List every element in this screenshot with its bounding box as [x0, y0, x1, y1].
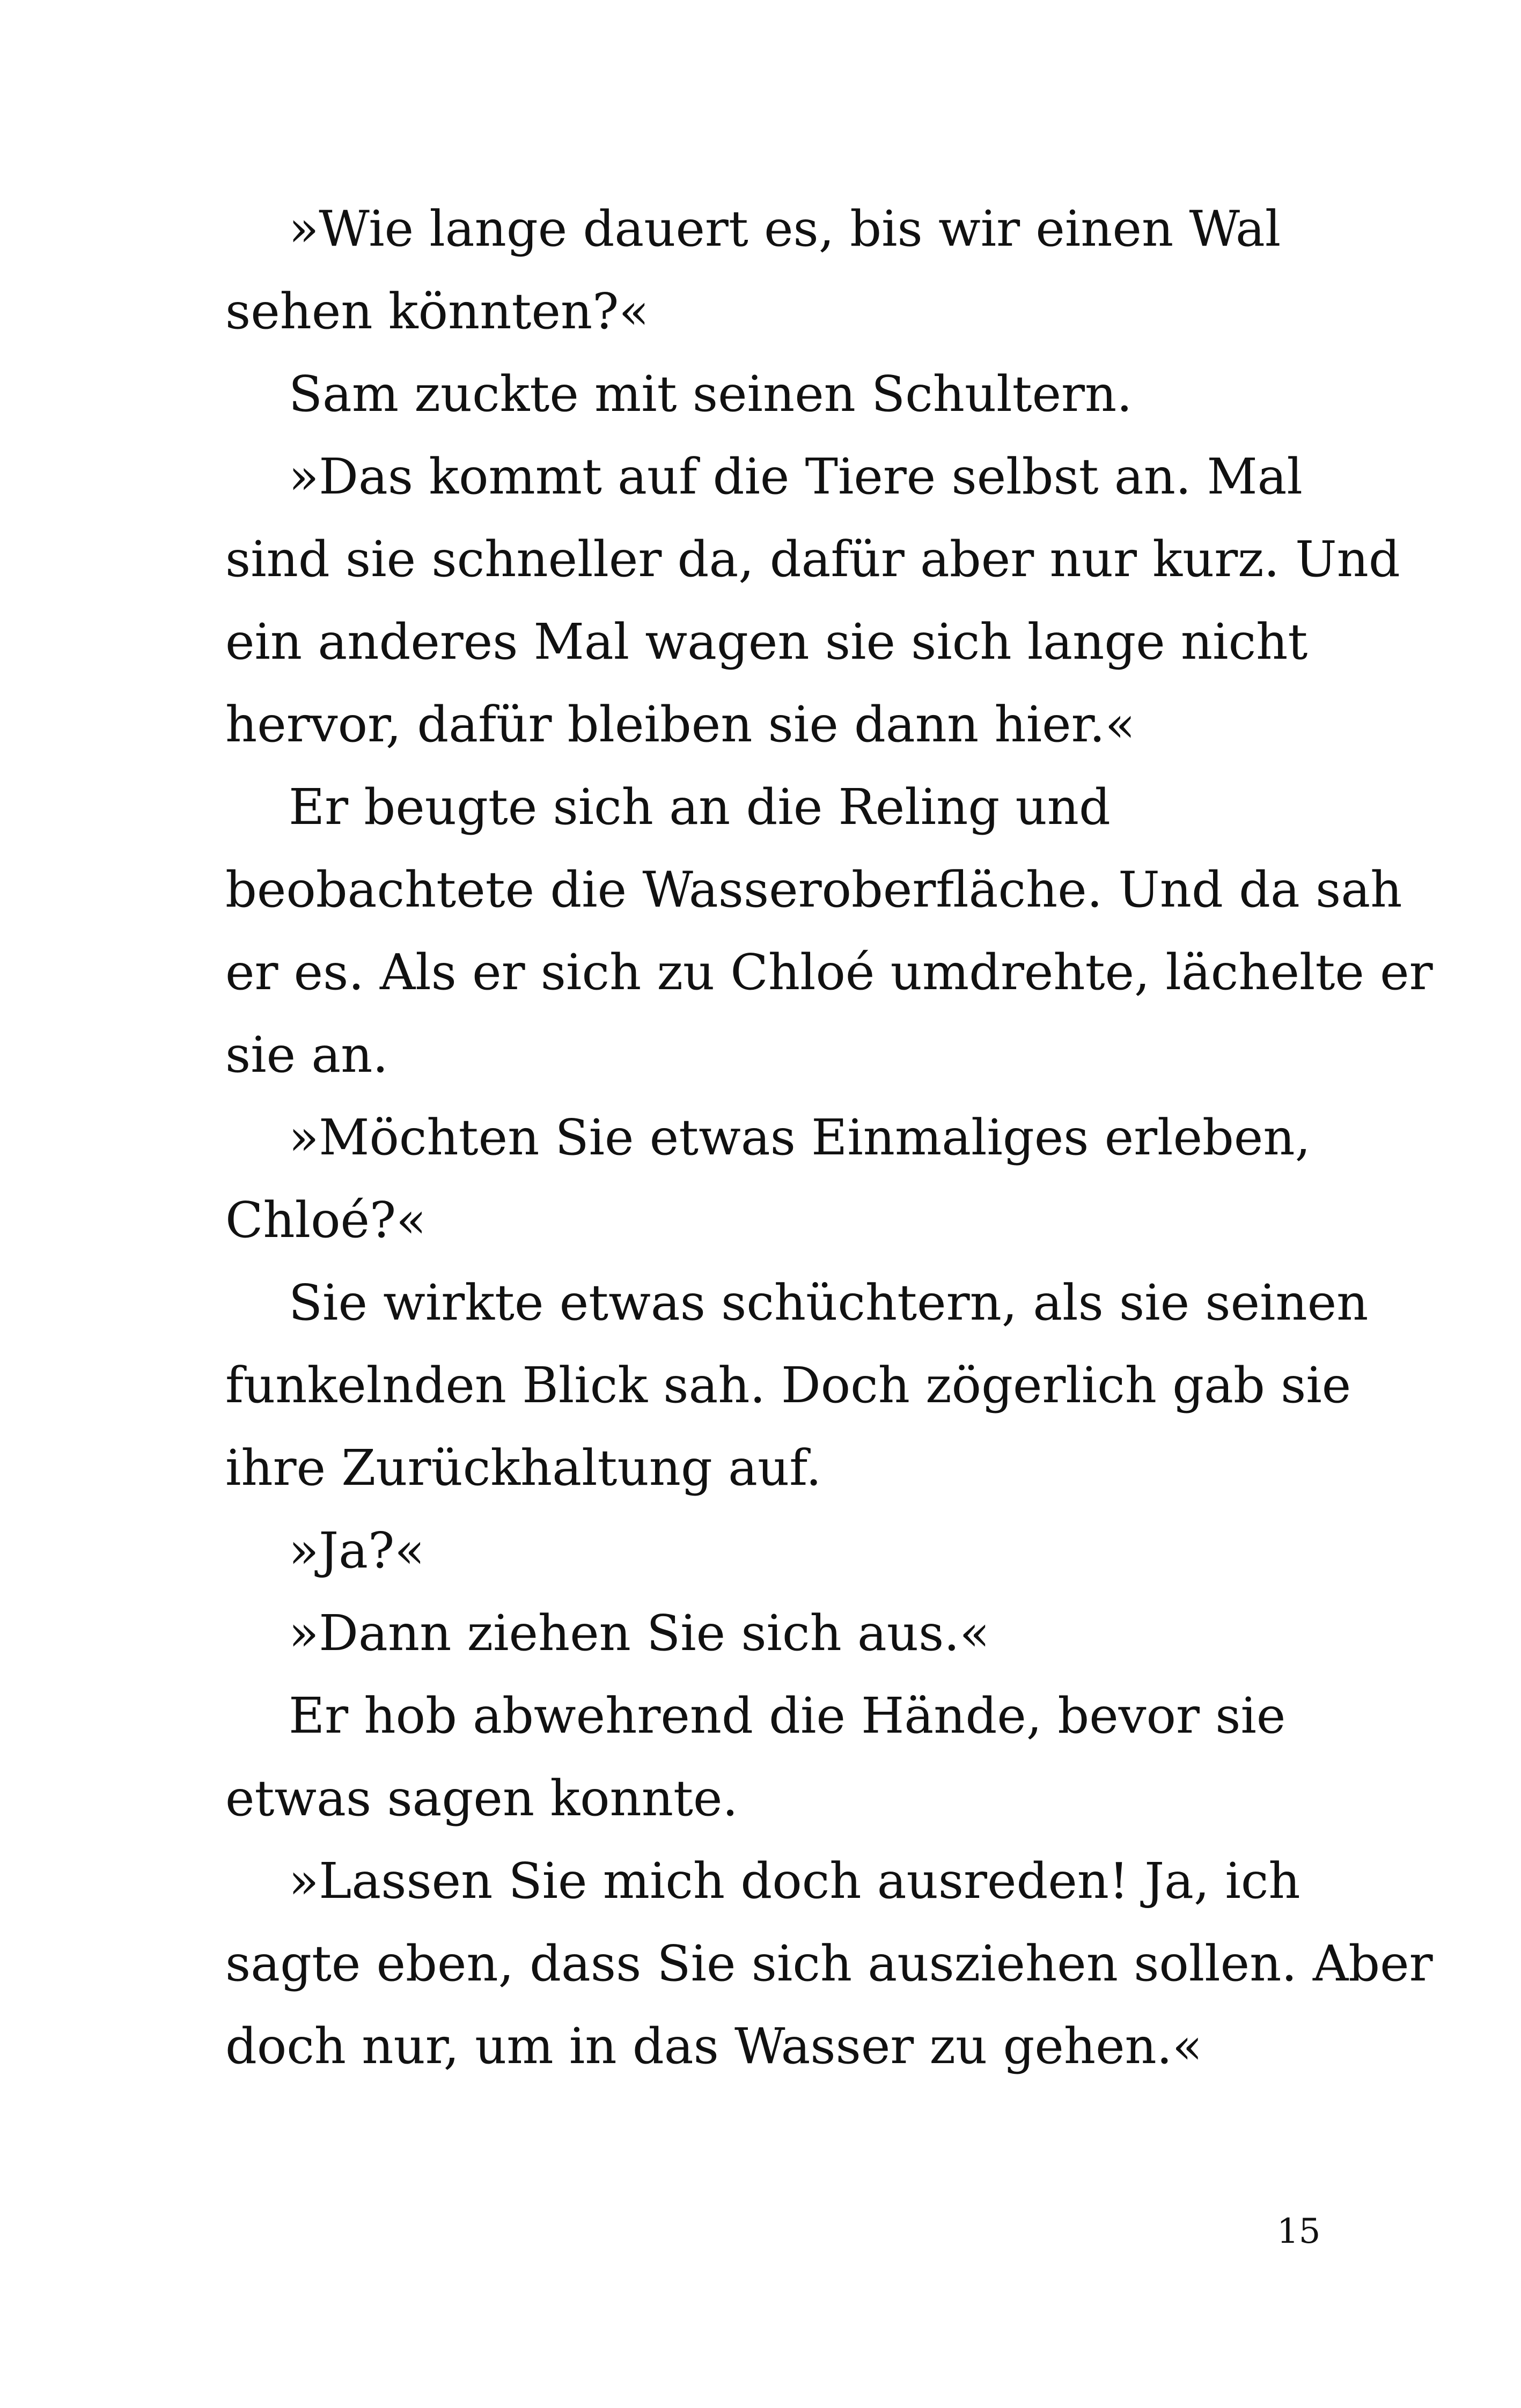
text-line: sagte eben, dass Sie sich ausziehen sollen. Aber — [225, 1935, 1433, 1992]
text-line: »Möchten Sie etwas Einmaliges erleben, — [289, 1109, 1311, 1166]
text-line: »Das kommt auf die Tiere selbst an. Mal — [289, 448, 1303, 505]
body-text — [225, 188, 1433, 2088]
text-line: Er hob abwehrend die Hände, bevor sie — [289, 1687, 1286, 1744]
text-line: »Lassen Sie mich doch ausreden! Ja, ich — [289, 1852, 1300, 1910]
text-line: er es. Als er sich zu Chloé umdrehte, lächelte er — [225, 944, 1433, 1001]
text-line: sie an. — [225, 1026, 388, 1084]
text-line: beobachtete die Wasseroberfläche. Und da sah — [225, 861, 1402, 918]
text-line: doch nur, um in das Wasser zu gehen.« — [225, 2017, 1203, 2075]
text-line: Er beugte sich an die Reling und — [289, 778, 1111, 836]
text-line: Sam zuckte mit seinen Schultern. — [289, 365, 1133, 423]
text-line: ihre Zurückhaltung auf. — [225, 1439, 822, 1497]
page-number: 15 — [1277, 2212, 1321, 2251]
text-line: Sie wirkte etwas schüchtern, als sie seinen — [289, 1274, 1369, 1331]
text-line: hervor, dafür bleiben sie dann hier.« — [225, 696, 1136, 753]
text-line: Chloé?« — [225, 1191, 427, 1249]
text-line: »Dann ziehen Sie sich aus.« — [289, 1604, 990, 1662]
text-line: sind sie schneller da, dafür aber nur kurz. Und — [225, 531, 1400, 588]
text-line: ein anderes Mal wagen sie sich lange nicht — [225, 613, 1308, 671]
text-line: funkelnden Blick sah. Doch zögerlich gab sie — [225, 1357, 1351, 1414]
text-line: sehen könnten?« — [225, 283, 649, 340]
text-line: »Ja?« — [289, 1522, 425, 1579]
text-line: etwas sagen konnte. — [225, 1770, 738, 1827]
text-line: »Wie lange dauert es, bis wir einen Wal — [289, 200, 1281, 257]
